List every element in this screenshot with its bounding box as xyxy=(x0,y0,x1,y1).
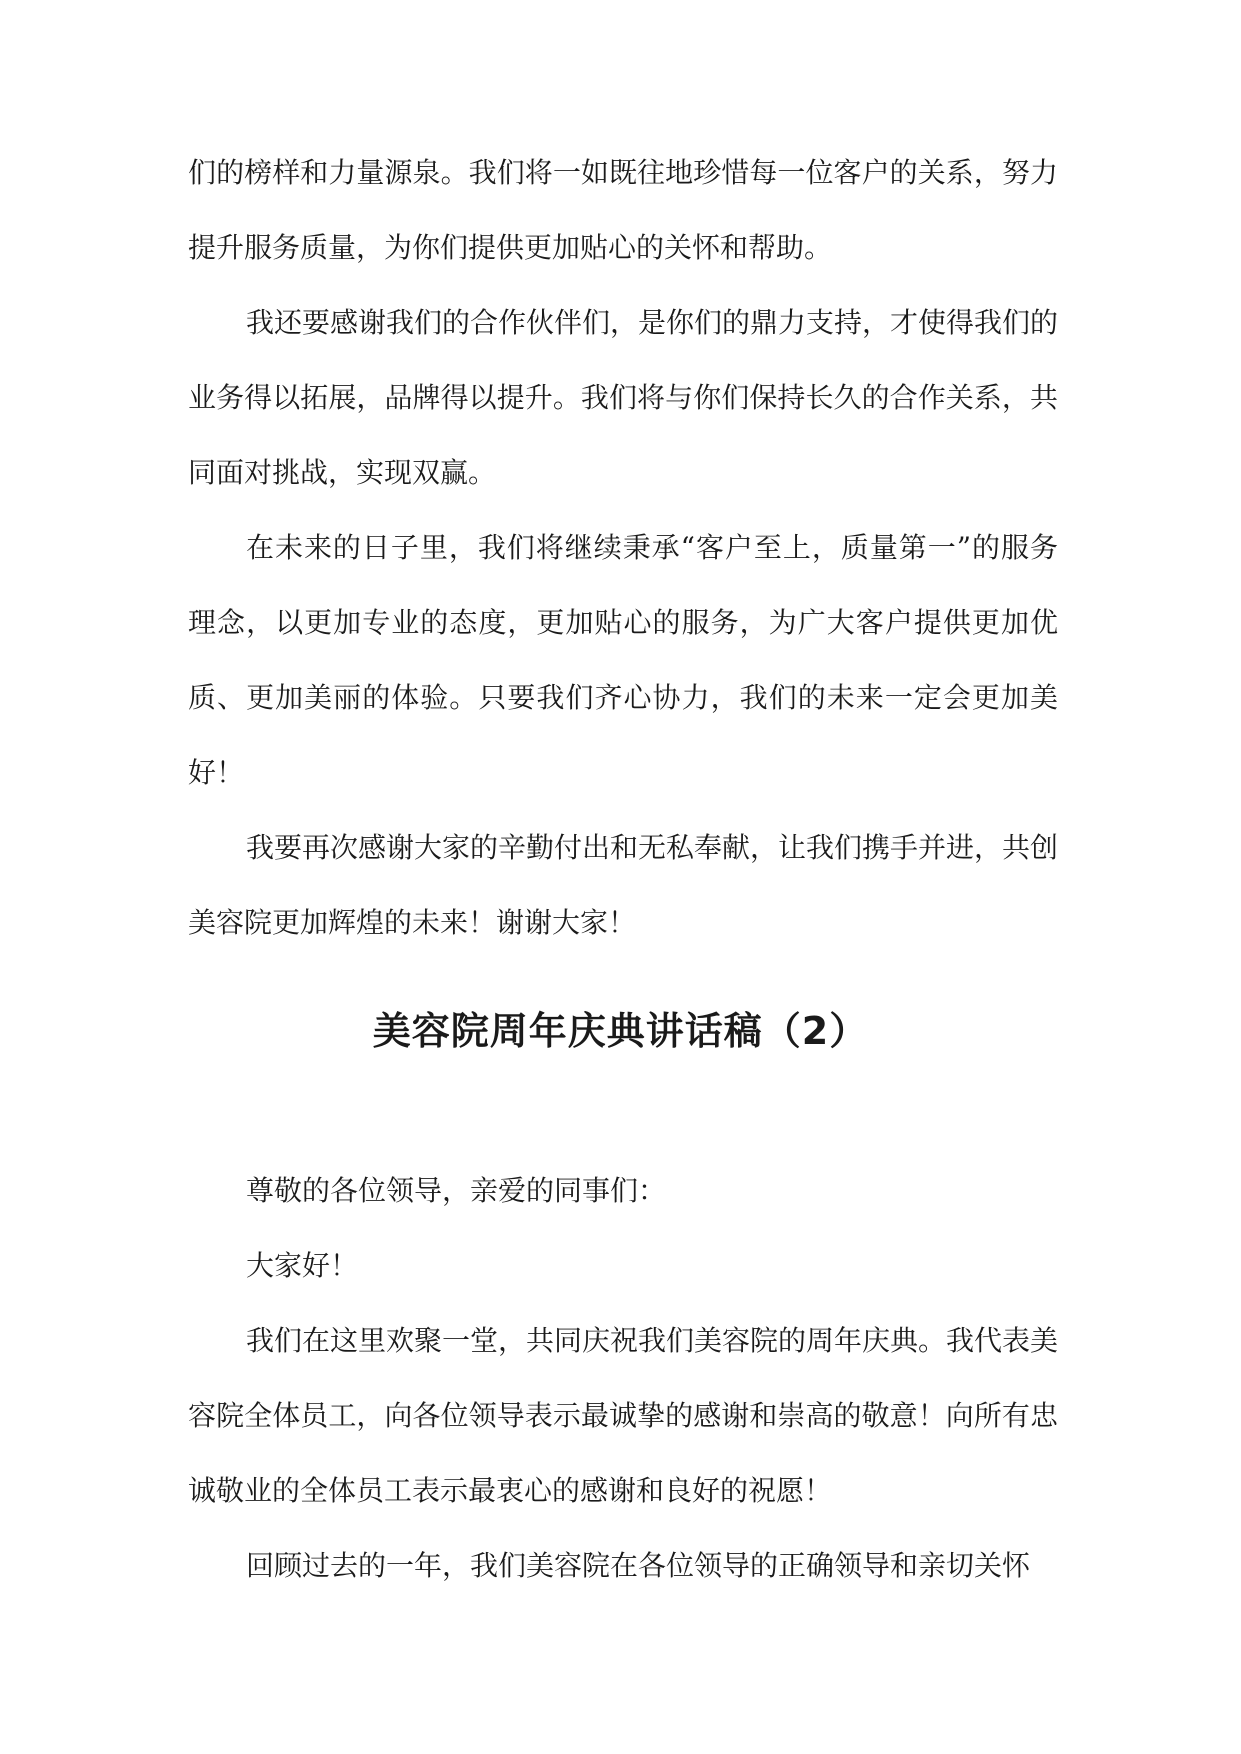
paragraph-continued-customers: 们的榜样和力量源泉。我们将一如既往地珍惜每一位客户的关系，努力提升服务质量，为你们提供更加贴心的关怀和帮助。 xyxy=(188,156,1058,264)
paragraph-closing-thanks: 我要再次感谢大家的辛勤付出和无私奉献，让我们携手并进，共创美容院更加辉煌的未来！谢谢大家！ xyxy=(188,831,1059,939)
paragraph-salutation: 尊敬的各位领导，亲爱的同事们： xyxy=(246,1174,667,1207)
paragraph-thanks-partners: 我还要感谢我们的合作伙伴们，是你们的鼎力支持，才使得我们的业务得以拓展，品牌得以提升。我们将与你们保持长久的合作关系，共同面对挑战，实现双赢。 xyxy=(188,306,1059,489)
section-title: 美容院周年庆典讲话稿（2） xyxy=(372,1009,869,1053)
paragraph-greeting: 大家好！ xyxy=(246,1249,359,1282)
paragraph-future-service: 在未来的日子里，我们将继续秉承“客户至上，质量第一”的服务理念，以更加专业的态度，更加贴心的服务，为广大客户提供更加优质、更加美丽的体验。只要我们齐心协力，我们的未来一定会更加美好！ xyxy=(188,531,1058,789)
paragraph-review-past-year: 回顾过去的一年，我们美容院在各位领导的正确领导和亲切关怀 xyxy=(246,1549,1031,1582)
paragraph-celebration: 我们在这里欢聚一堂，共同庆祝我们美容院的周年庆典。我代表美容院全体员工，向各位领导表示最诚挚的感谢和崇高的敬意！向所有忠诚敬业的全体员工表示最衷心的感谢和良好的祝愿！ xyxy=(188,1324,1059,1507)
